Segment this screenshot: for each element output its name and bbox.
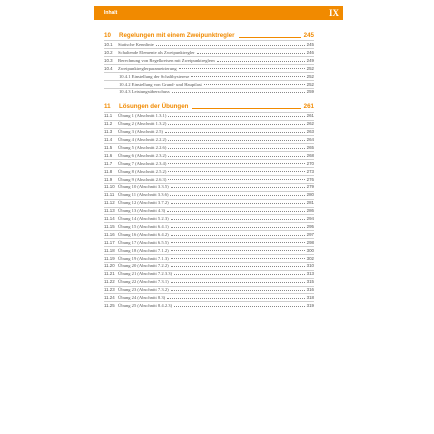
section-entry[interactable] <box>104 58 314 63</box>
dot-leader <box>179 68 305 69</box>
section-number: 10.3 <box>104 57 113 63</box>
section-title: Übung 13 (Abschnitt 4.3) <box>118 208 166 214</box>
section-entry[interactable] <box>104 113 314 118</box>
dot-leader <box>171 282 305 283</box>
section-page: 297 <box>306 231 314 237</box>
section-page: 295 <box>306 223 314 229</box>
section-page: 252 <box>306 65 314 71</box>
section-page: 261 <box>306 113 314 119</box>
dot-leader <box>171 235 305 236</box>
section-number: 11.7 <box>104 160 113 166</box>
section-number: 11.12 <box>104 200 115 206</box>
section-title: Berechnung von Regelkreisen mit Zweipunktreglern <box>118 57 215 63</box>
section-entry[interactable] <box>104 200 314 205</box>
chapter-rule <box>239 37 301 38</box>
dot-leader <box>204 84 305 85</box>
dot-leader <box>171 290 305 291</box>
section-title: Übung 25 (Abschnitt 8.4.2.3) <box>118 302 173 308</box>
section-title: Übung 9 (Abschnitt 2.6.3) <box>118 176 167 182</box>
section-page: 276 <box>306 176 314 182</box>
section-number: 11.18 <box>104 247 115 253</box>
section-entry[interactable] <box>104 279 314 284</box>
dot-leader <box>174 274 305 275</box>
section-entry[interactable] <box>104 224 314 229</box>
section-entry[interactable] <box>104 129 314 134</box>
dot-leader <box>171 203 305 204</box>
dot-leader <box>171 227 305 228</box>
section-page: 315 <box>306 279 314 285</box>
section-number: 11.24 <box>104 295 115 300</box>
section-title: 10.4.2 Einstellung von Grund- und Hauptlast <box>119 81 202 87</box>
chapter-title: Regelungen mit einem Zweipunktregler <box>119 32 235 39</box>
section-entry[interactable] <box>104 192 314 197</box>
section-entry[interactable] <box>104 263 314 268</box>
section-number: 11.2 <box>104 121 113 127</box>
section-number: 10.2 <box>104 49 113 55</box>
section-page: 265 <box>306 144 314 150</box>
chapter-entry[interactable] <box>104 32 314 39</box>
section-title: Statische Kennlinie <box>118 42 154 47</box>
dot-leader <box>167 298 304 299</box>
section-number: 11.22 <box>104 279 115 285</box>
header-title: Inhalt <box>104 10 118 16</box>
section-number: 11.4 <box>104 137 113 142</box>
chapter-title: Lösungen der Übungen <box>119 103 189 111</box>
section-entry[interactable] <box>104 208 314 213</box>
section-title: Zweipunktreglerparametrierung <box>118 65 177 71</box>
chapter-page: 245 <box>303 32 314 39</box>
dot-leader <box>168 148 304 149</box>
section-number: 11.13 <box>104 208 115 214</box>
section-title: Übung 6 (Abschnitt 2.3.2) <box>118 152 167 158</box>
section-page: 252 <box>306 81 314 87</box>
section-title: Übung 12 (Abschnitt 3.7.2) <box>118 200 169 206</box>
section-title: Übung 15 (Abschnitt 6.4.1) <box>118 223 169 229</box>
dot-leader <box>170 195 304 196</box>
section-title: Übung 3 (Abschnitt 2.5) <box>118 129 163 135</box>
subsection-entry[interactable] <box>104 74 314 79</box>
section-title: Übung 8 (Abschnitt 2.5.2) <box>118 168 167 174</box>
section-number: 11.3 <box>104 129 113 135</box>
dot-leader <box>171 219 305 220</box>
section-title: Übung 16 (Abschnitt 6.4.2) <box>118 231 169 237</box>
section-number: 11.15 <box>104 223 115 229</box>
section-title: Übung 22 (Abschnitt 7.3.1) <box>118 279 169 285</box>
subsection-entry[interactable] <box>104 89 314 94</box>
section-entry[interactable] <box>104 161 314 166</box>
section-page: 249 <box>306 57 314 63</box>
section-number: 10.4 <box>104 65 113 71</box>
section-page: 302 <box>306 255 314 261</box>
section-number: 11.9 <box>104 176 113 182</box>
section-entry[interactable] <box>104 303 314 308</box>
section-page: 294 <box>306 216 314 221</box>
chapter-number: 10 <box>104 32 111 39</box>
section-number: 10.1 <box>104 42 113 47</box>
section-page: 270 <box>306 160 314 166</box>
section-page: 245 <box>306 42 314 47</box>
section-entry[interactable] <box>104 271 314 276</box>
section-entry[interactable] <box>104 42 314 47</box>
section-entry[interactable] <box>104 50 314 55</box>
section-title: Übung 18 (Abschnitt 7.1.2) <box>118 247 169 253</box>
dot-leader <box>168 116 304 117</box>
dot-leader <box>168 179 304 180</box>
page-header <box>94 6 343 20</box>
section-page: 313 <box>306 271 314 277</box>
section-number: 11.19 <box>104 255 115 261</box>
section-entry[interactable] <box>104 169 314 174</box>
section-page: 262 <box>306 121 314 127</box>
section-entry[interactable] <box>104 232 314 237</box>
dot-leader <box>171 250 305 251</box>
dot-leader <box>168 156 304 157</box>
chapter-page: 261 <box>303 103 314 111</box>
dot-leader <box>171 242 305 243</box>
section-title: Schaltende Elemente als Zweipunktregler <box>118 49 195 55</box>
dot-leader <box>197 53 305 54</box>
section-number: 11.23 <box>104 287 115 293</box>
section-page: 318 <box>306 295 314 300</box>
chapter-rule <box>192 108 300 109</box>
section-title: Übung 20 (Abschnitt 7.2.2) <box>118 263 169 269</box>
section-number: 11.17 <box>104 239 115 245</box>
section-title: Übung 5 (Abschnitt 2.2.6) <box>118 144 167 150</box>
section-title: 10.4.1 Einstellung der Schalthysterese <box>119 73 190 79</box>
section-page: 281 <box>306 200 314 206</box>
section-entry[interactable] <box>104 137 314 142</box>
section-page: 279 <box>306 184 314 190</box>
section-number: 11.5 <box>104 144 113 150</box>
dot-leader <box>168 163 304 164</box>
dot-leader <box>165 132 305 133</box>
section-page: 300 <box>306 247 314 253</box>
section-number: 11.11 <box>104 192 115 198</box>
section-number: 11.1 <box>104 113 113 119</box>
dot-leader <box>168 124 304 125</box>
dot-leader <box>171 187 305 188</box>
section-title: Übung 19 (Abschnitt 7.1.3) <box>118 255 169 261</box>
section-number: 11.25 <box>104 302 115 308</box>
section-page: 286 <box>306 208 314 214</box>
section-title: Übung 24 (Abschnitt 8.3) <box>118 295 166 300</box>
section-page: 319 <box>306 302 314 308</box>
section-entry[interactable] <box>104 184 314 189</box>
section-entry[interactable] <box>104 216 314 221</box>
section-entry[interactable] <box>104 240 314 245</box>
section-entry[interactable] <box>104 153 314 158</box>
section-page: 264 <box>306 137 314 142</box>
dot-leader <box>217 61 305 62</box>
section-entry[interactable] <box>104 177 314 182</box>
dot-leader <box>172 92 305 93</box>
section-title: Übung 21 (Abschnitt 7.2.3.3) <box>118 271 173 277</box>
section-title: Übung 11 (Abschnitt 3.3.6) <box>118 192 169 198</box>
dot-leader <box>167 211 304 212</box>
section-title: Übung 17 (Abschnitt 6.5.5) <box>118 239 169 245</box>
section-entry[interactable] <box>104 248 314 253</box>
dot-leader <box>171 266 305 267</box>
section-number: 11.8 <box>104 168 113 174</box>
section-page: 263 <box>306 129 314 135</box>
subsection-entry[interactable] <box>104 82 314 87</box>
section-title: Übung 7 (Abschnitt 2.3.4) <box>118 160 167 166</box>
section-page: 298 <box>306 239 314 245</box>
section-page: 316 <box>306 287 314 293</box>
section-entry[interactable] <box>104 295 314 300</box>
section-title: Übung 1 (Abschnitt 1.3.1) <box>118 113 167 119</box>
chapter-entry[interactable] <box>104 103 314 110</box>
section-page: 246 <box>306 49 314 55</box>
section-entry[interactable] <box>104 66 314 71</box>
section-title: Übung 14 (Abschnitt 5.2.3) <box>118 216 169 221</box>
dot-leader <box>168 171 304 172</box>
section-title: 10.4.3 Leistungsüberschuss <box>119 89 170 95</box>
section-page: 259 <box>306 89 314 95</box>
header-page-number: IX <box>328 8 339 18</box>
section-entry[interactable] <box>104 256 314 261</box>
chapter-number: 11 <box>104 103 111 111</box>
dot-leader <box>168 140 304 141</box>
dot-leader <box>171 258 305 259</box>
section-page: 310 <box>306 263 314 269</box>
section-title: Übung 23 (Abschnitt 7.3.2) <box>118 287 169 293</box>
section-number: 11.20 <box>104 263 115 269</box>
section-number: 11.6 <box>104 152 113 158</box>
section-page: 252 <box>306 73 314 79</box>
section-title: Übung 10 (Abschnitt 3.3.5) <box>118 184 169 190</box>
section-number: 11.16 <box>104 231 115 237</box>
section-entry[interactable] <box>104 121 314 126</box>
section-title: Übung 2 (Abschnitt 1.3.2) <box>118 121 167 127</box>
section-number: 11.10 <box>104 184 115 190</box>
section-number: 11.21 <box>104 271 115 277</box>
section-entry[interactable] <box>104 145 314 150</box>
dot-leader <box>191 76 304 77</box>
dot-leader <box>174 306 305 307</box>
section-title: Übung 4 (Abschnitt 2.2.2) <box>118 137 167 142</box>
section-number: 11.14 <box>104 216 115 221</box>
section-page: 268 <box>306 152 314 158</box>
section-entry[interactable] <box>104 287 314 292</box>
section-page: 280 <box>306 192 314 198</box>
section-page: 273 <box>306 168 314 174</box>
dot-leader <box>156 45 305 46</box>
